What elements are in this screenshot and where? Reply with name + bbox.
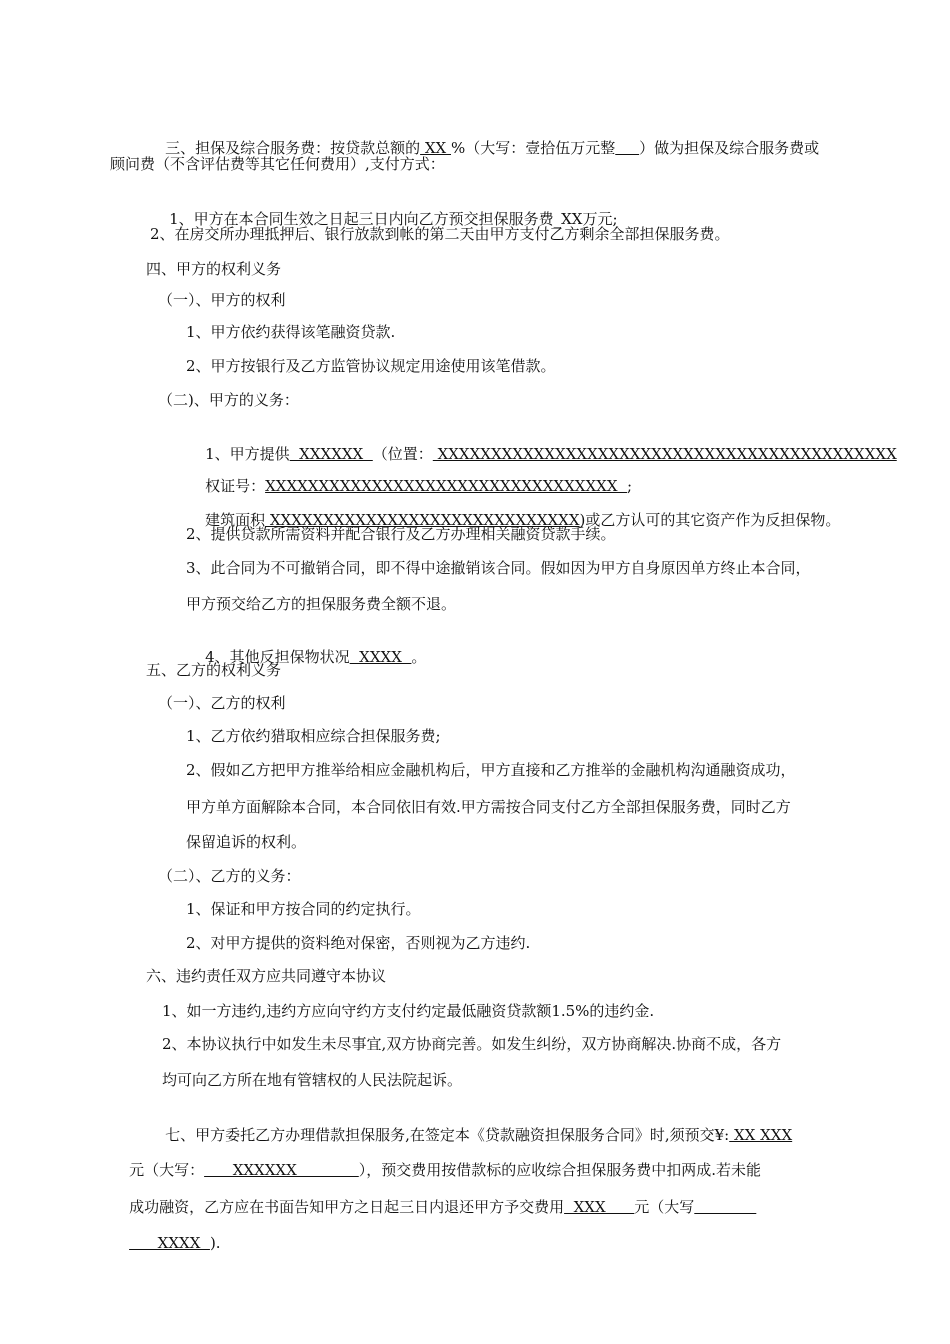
breach-item-1: 1、如一方违约,违约方应向守约方支付约定最低融资贷款额1.5%的违约金.: [162, 1002, 655, 1020]
certificate-number-blank: XXXXXXXXXXXXXXXXXXXXXXXXXXXXXXXXX: [265, 477, 628, 495]
party-b-right-1: 1、乙方依约猎取相应综合担保服务费;: [186, 727, 441, 745]
prepay-yen-blank: XX XXX: [729, 1126, 793, 1144]
party-b-duties-heading: （二）、乙方的义务：: [158, 867, 301, 885]
refund-capital-blank-end: XXXX: [129, 1234, 210, 1252]
breach-item-2-line-1: 2、本协议执行中如发生未尽事宜,双方协商完善。如发生纠纷，双方协商解决.协商不成，各方: [162, 1035, 782, 1053]
fee-capital-blank: [615, 139, 639, 157]
party-a-duty-1-line-3: 建筑面积 XXXXXXXXXXXXXXXXXXXXXXXXXXXXX)或乙方认可的其它资产作为反担保物。: [205, 511, 841, 529]
section-4-heading: 四、甲方的权利义务: [146, 260, 282, 278]
party-a-duty-2: 2、提供贷款所需资料并配合银行及乙方办理相关融资贷款手续。: [186, 525, 616, 543]
party-b-rights-heading: （一）、乙方的权利: [158, 694, 286, 712]
collateral-blank: XXXXXX: [289, 445, 373, 463]
fee-capital-text: %（大写：壹拾伍万元整: [451, 139, 616, 157]
payment-item-2: 2、在房交所办理抵押后、银行放款到帐的第二天由甲方支付乙方剩余全部担保服务费。: [150, 225, 730, 243]
party-b-duty-1: 1、保证和甲方按合同的约定执行。: [186, 900, 421, 918]
refund-capital-blank-start: [694, 1198, 756, 1216]
party-b-right-2-line-3: 保留追诉的权利。: [186, 833, 307, 851]
party-a-rights-heading: （一）、甲方的权利: [158, 291, 286, 309]
party-b-duty-2: 2、对甲方提供的资料绝对保密，否则视为乙方违约.: [186, 934, 531, 952]
payment-item-1: 1、甲方在本合同生效之日起三日内向乙方预交担保服务费_XX万元;: [169, 210, 618, 228]
section-7-line-3: 成功融资，乙方应在书面告知甲方之日起三日内退还甲方予交费用 XXX 元（大写: [110, 1177, 756, 1237]
refund-amount-blank: XXX: [564, 1198, 635, 1216]
party-a-duty-1-line-2: 权证号：XXXXXXXXXXXXXXXXXXXXXXXXXXXXXXXXX ;: [205, 477, 633, 495]
section-6-heading: 六、违约责任双方应共同遵守本协议: [146, 967, 387, 985]
location-blank: XXXXXXXXXXXXXXXXXXXXXXXXXXXXXXXXXXXXXXXXXXX: [432, 445, 897, 463]
section-3-fee-line-2: 顾问费（不含评估费等其它任何费用）,支付方式：: [110, 155, 445, 173]
party-a-duty-4: 4、其他反担保物状况 XXXX 。: [205, 648, 427, 666]
section-3-fee-text: 三、担保及综合服务费：按贷款总额的: [165, 139, 421, 157]
fee-purpose-text: ）做为担保及综合服务费或: [639, 139, 820, 157]
party-b-right-2-line-1: 2、假如乙方把甲方推举给相应金融机构后，甲方直接和乙方推举的金融机构沟通融资成功，: [186, 761, 796, 779]
section-7-line-4: XXXX ).: [129, 1234, 221, 1252]
section-5-heading: 五、乙方的权利义务: [146, 661, 282, 679]
party-a-duty-3-line-2: 甲方预交给乙方的担保服务费全额不退。: [186, 595, 457, 613]
building-area-blank: XXXXXXXXXXXXXXXXXXXXXXXXXXXXX: [265, 511, 580, 529]
prepay-capital-blank: XXXXXX: [204, 1161, 359, 1179]
party-a-right-2: 2、甲方按银行及乙方监管协议规定用途使用该笔借款。: [186, 357, 556, 375]
party-a-duties-heading: （二)、甲方的义务：: [158, 391, 299, 409]
party-a-duty-1-line-1: 1、甲方提供 XXXXXX （位置： XXXXXXXXXXXXXXXXXXXXXXXXXXXXXXXXXXXXXXXXXXX: [205, 445, 897, 463]
prepay-amount-blank: _XX: [553, 210, 583, 228]
breach-item-2-line-2: 均可向乙方所在地有管辖权的人民法院起诉。: [162, 1071, 463, 1089]
fee-percent-blank: XX: [420, 139, 451, 157]
party-b-right-2-line-2: 甲方单方面解除本合同，本合同依旧有效.甲方需按合同支付乙方全部担保服务费，同时乙方: [186, 798, 791, 816]
section-7-line-1: 七、甲方委托乙方办理借款担保服务,在签定本《贷款融资担保服务合同》时,须预交¥: XX XXX: [165, 1126, 793, 1144]
party-a-duty-3-line-1: 3、此合同为不可撤销合同，即不得中途撤销该合同。假如因为甲方自身原因单方终止本合同，: [186, 559, 811, 577]
party-a-right-1: 1、甲方依约获得该笔融资贷款.: [186, 323, 396, 341]
section-7-line-2: 元（大写： XXXXXX ），预交费用按借款标的应收综合担保服务费中扣两成.若未能: [129, 1161, 762, 1179]
other-collateral-blank: XXXX: [349, 648, 412, 666]
